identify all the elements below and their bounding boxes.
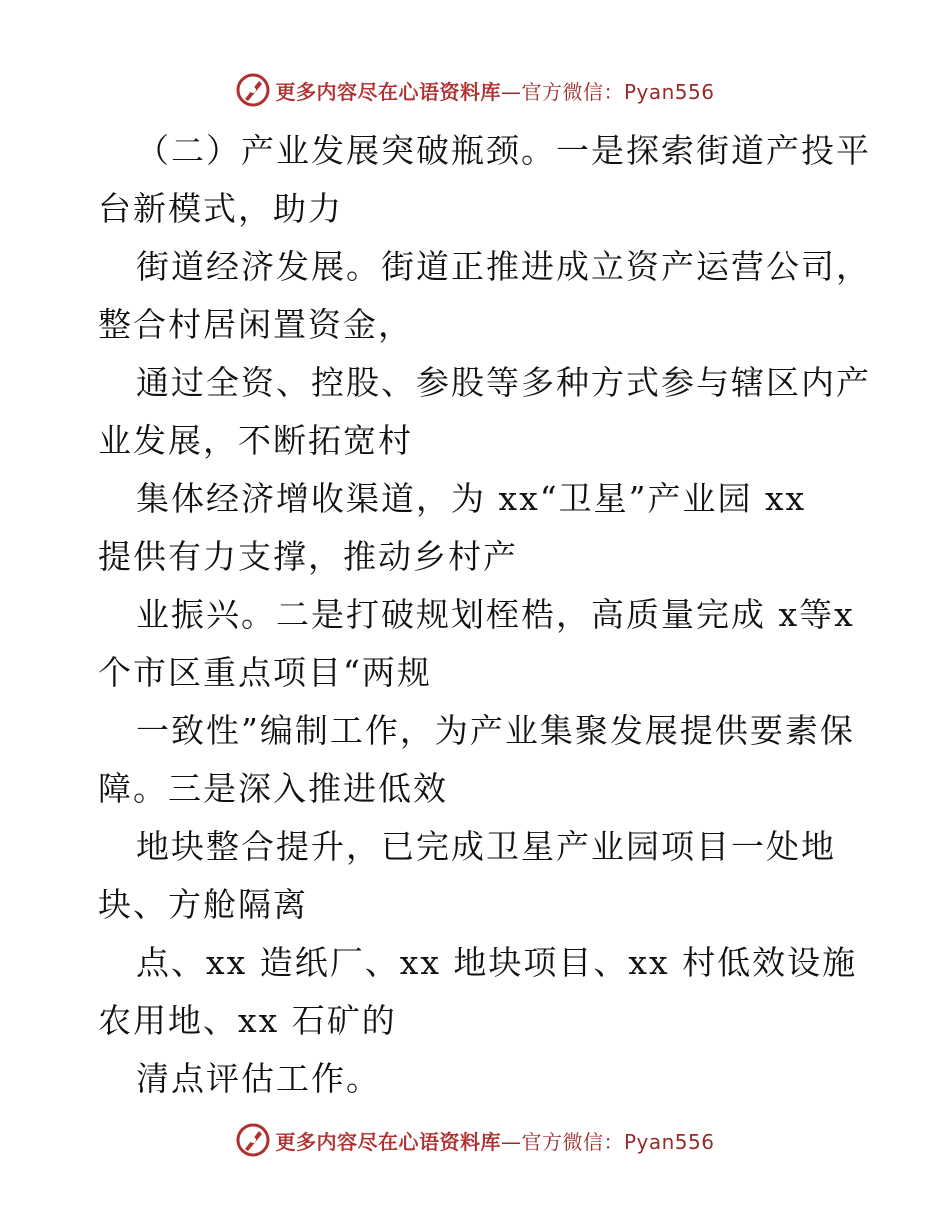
header-banner-text: [275, 76, 714, 105]
quill-logo-icon: [235, 1122, 271, 1158]
paragraph-line: 集体经济增收渠道，为 xx“卫星”产业园 xx: [136, 479, 807, 518]
paragraph-line: 台新模式，助力: [98, 189, 343, 228]
paragraph-line: 清点评估工作。: [136, 1059, 381, 1098]
paragraph-line: 街道经济发展。街道正推进成立资产运营公司，: [136, 247, 871, 286]
paragraph-line: 一致性”编制工作，为产业集聚发展提供要素保: [136, 711, 855, 750]
paragraph-line: 障。三是深入推进低效: [98, 769, 448, 808]
header-banner: [0, 70, 950, 110]
header-banner-suffix: 官方微信：Pyan556: [521, 79, 715, 104]
header-banner-dash: —: [500, 79, 522, 104]
footer-banner-dash: —: [500, 1129, 522, 1154]
paragraph-line: 提供有力支撑，推动乡村产: [98, 537, 518, 576]
footer-banner-text: [275, 1126, 714, 1155]
document-body: [98, 122, 871, 1108]
footer-banner: [0, 1120, 950, 1160]
paragraph-line: 整合村居闲置资金，: [98, 305, 413, 344]
paragraph-line: （二）产业发展突破瓶颈。一是探索街道产投平: [136, 131, 871, 170]
footer-banner-main: 更多内容尽在心语资料库: [275, 1129, 501, 1154]
paragraph-line: 个市区重点项目“两规: [98, 653, 432, 692]
paragraph-line: 地块整合提升，已完成卫星产业园项目一处地: [136, 827, 836, 866]
quill-logo-icon: [235, 72, 271, 108]
paragraph-line: 业振兴。二是打破规划桎梏，高质量完成 x等x: [136, 595, 855, 634]
paragraph-line: 块、方舱隔离: [98, 885, 308, 924]
paragraph-line: 通过全资、控股、参股等多种方式参与辖区内产: [136, 363, 871, 402]
footer-banner-suffix: 官方微信：Pyan556: [521, 1129, 715, 1154]
paragraph-line: 农用地、xx 石矿的: [98, 1001, 397, 1040]
paragraph-line: 业发展，不断拓宽村: [98, 421, 413, 460]
header-banner-main: 更多内容尽在心语资料库: [275, 79, 501, 104]
paragraph-line: 点、xx 造纸厂、xx 地块项目、xx 村低效设施: [136, 943, 858, 982]
